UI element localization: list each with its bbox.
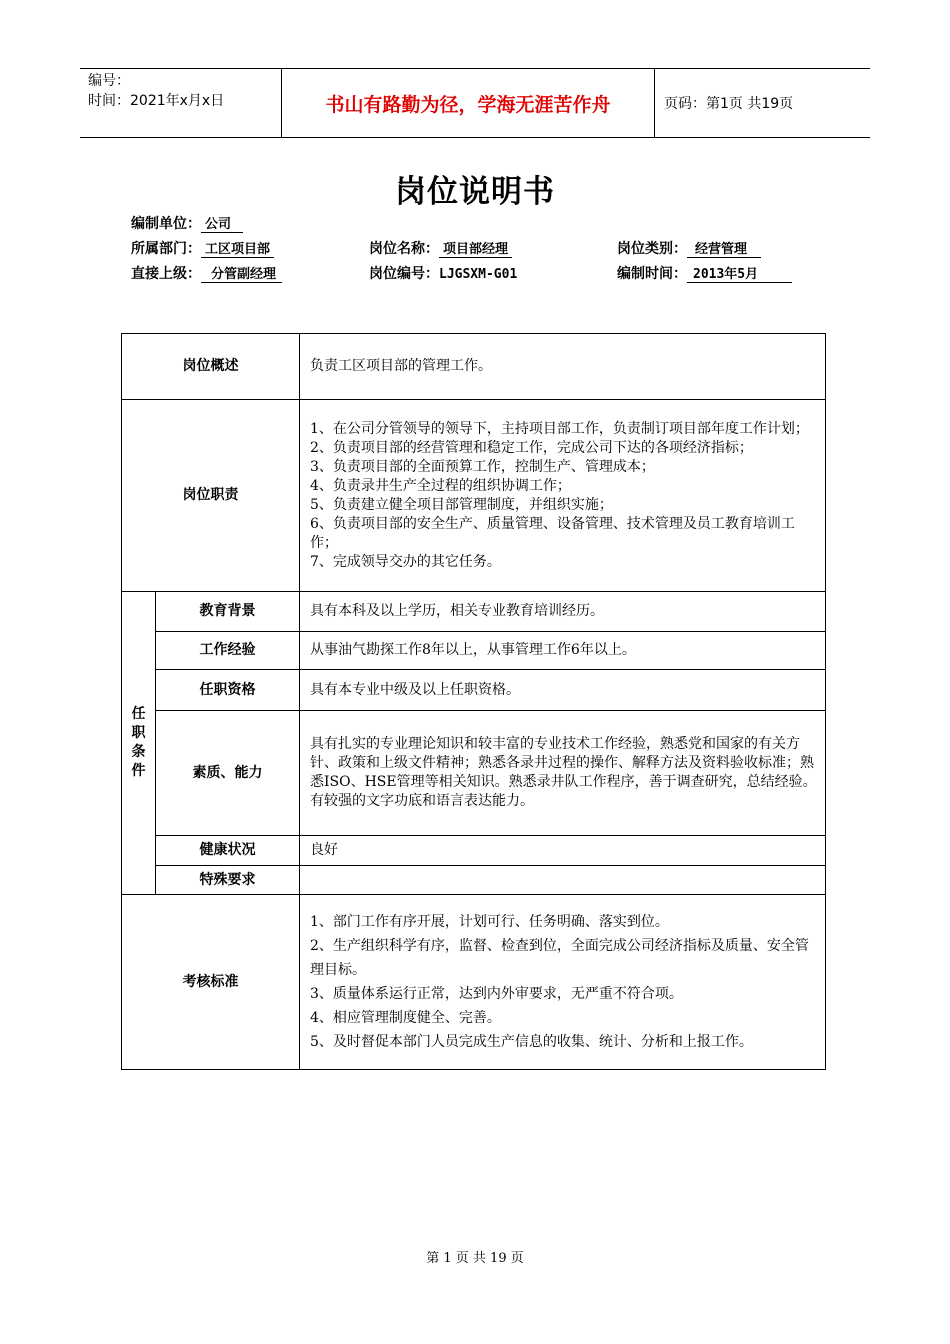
time-line: 时间：2021年x月x日 <box>88 93 225 109</box>
meta-unit <box>131 213 243 233</box>
meta-post-no <box>369 263 517 283</box>
assessment-item: 4、相应管理制度健全、完善。 <box>310 1010 501 1026</box>
post-no-value: LJGSXM-G01 <box>439 267 518 282</box>
number-label: 编号： <box>88 73 130 89</box>
document-title: 岗位说明书 <box>395 174 555 210</box>
experience-value: 从事油气勘探工作8年以上，从事管理工作6年以上。 <box>300 632 826 670</box>
duty-item: 2、负责项目部的经营管理和稳定工作，完成公司下达的各项经济指标； <box>310 439 753 456</box>
post-no-label: 岗位编号： <box>369 266 439 282</box>
duty-item: 1、在公司分管领导的领导下，主持项目部工作，负责制订项目部年度工作计划； <box>310 420 809 437</box>
experience-label: 工作经验 <box>156 632 300 670</box>
post-type-label: 岗位类别： <box>617 241 687 257</box>
unit-value: 公司 <box>201 213 243 233</box>
health-value: 良好 <box>300 836 826 866</box>
motto: 书山有路勤为径，学海无涯苦作舟 <box>282 69 655 137</box>
dept-value: 工区项目部 <box>201 238 274 258</box>
duties-label: 岗位职责 <box>122 400 300 592</box>
row-special <box>122 866 826 895</box>
page-info: 页码：第1页 共19页 <box>664 96 794 112</box>
job-description-table <box>121 333 826 1070</box>
row-qualification <box>122 670 826 711</box>
meta-dept <box>131 238 274 258</box>
special-label: 特殊要求 <box>156 866 300 895</box>
qualification-group-label: 任 职 条 件 <box>122 592 156 895</box>
post-name-label: 岗位名称： <box>369 241 439 257</box>
date-value: 2013年5月 <box>687 263 792 283</box>
assessment-item: 2、生产组织科学有序，监督、检查到位，全面完成公司经济指标及质量、安全管理目标。 <box>310 938 809 978</box>
meta-post-type <box>617 238 761 258</box>
row-experience <box>122 632 826 670</box>
header-left-cell <box>80 69 282 137</box>
row-ability <box>122 711 826 836</box>
meta-superior <box>131 263 282 283</box>
meta-post-name <box>369 238 512 258</box>
post-type-value: 经营管理 <box>687 238 761 258</box>
assessment-value <box>300 895 826 1070</box>
row-health <box>122 836 826 866</box>
duty-item: 3、负责项目部的全面预算工作，控制生产、管理成本； <box>310 458 655 475</box>
row-education <box>122 592 826 632</box>
education-label: 教育背景 <box>156 592 300 632</box>
row-duties <box>122 400 826 592</box>
row-assessment <box>122 895 826 1070</box>
unit-label: 编制单位： <box>131 216 201 232</box>
post-name-value: 项目部经理 <box>439 238 512 258</box>
duty-item: 5、负责建立健全项目部管理制度，并组织实施； <box>310 496 613 513</box>
duty-item: 7、完成领导交办的其它任务。 <box>310 553 501 570</box>
assessment-item: 3、质量体系运行正常，达到内外审要求，无严重不符合项。 <box>310 986 683 1002</box>
health-label: 健康状况 <box>156 836 300 866</box>
qualification-label: 任职资格 <box>156 670 300 711</box>
duties-value <box>300 400 826 592</box>
duty-item: 6、负责项目部的安全生产、质量管理、设备管理、技术管理及员工教育培训工作； <box>310 515 795 551</box>
ability-label: 素质、能力 <box>156 711 300 836</box>
superior-value: 分管副经理 <box>201 263 282 283</box>
superior-label: 直接上级： <box>131 266 201 282</box>
dept-label: 所属部门： <box>131 241 201 257</box>
meta-date <box>617 263 792 283</box>
page-footer: 第 1 页 共 19 页 <box>426 1251 524 1266</box>
overview-label: 岗位概述 <box>122 334 300 400</box>
assessment-label: 考核标准 <box>122 895 300 1070</box>
special-value <box>300 866 826 895</box>
row-overview <box>122 334 826 400</box>
duty-item: 4、负责录井生产全过程的组织协调工作； <box>310 477 571 494</box>
education-value: 具有本科及以上学历，相关专业教育培训经历。 <box>300 592 826 632</box>
ability-value: 具有扎实的专业理论知识和较丰富的专业技术工作经验，熟悉党和国家的有关方针、政策和上级文件精神；熟悉各录井过程的操作、解释方法及资料验收标准；熟悉ISO、HSE管理等相关知识。熟悉录井队工作程序，善于调查研究，总结经验。有较强的文字功底和语言表达能力。 <box>300 711 826 836</box>
qualification-value: 具有本专业中级及以上任职资格。 <box>300 670 826 711</box>
page-header <box>80 68 870 138</box>
overview-value: 负责工区项目部的管理工作。 <box>300 334 826 400</box>
date-label: 编制时间： <box>617 266 687 282</box>
assessment-item: 5、及时督促本部门人员完成生产信息的收集、统计、分析和上报工作。 <box>310 1034 753 1050</box>
assessment-item: 1、部门工作有序开展，计划可行、任务明确、落实到位。 <box>310 914 669 930</box>
